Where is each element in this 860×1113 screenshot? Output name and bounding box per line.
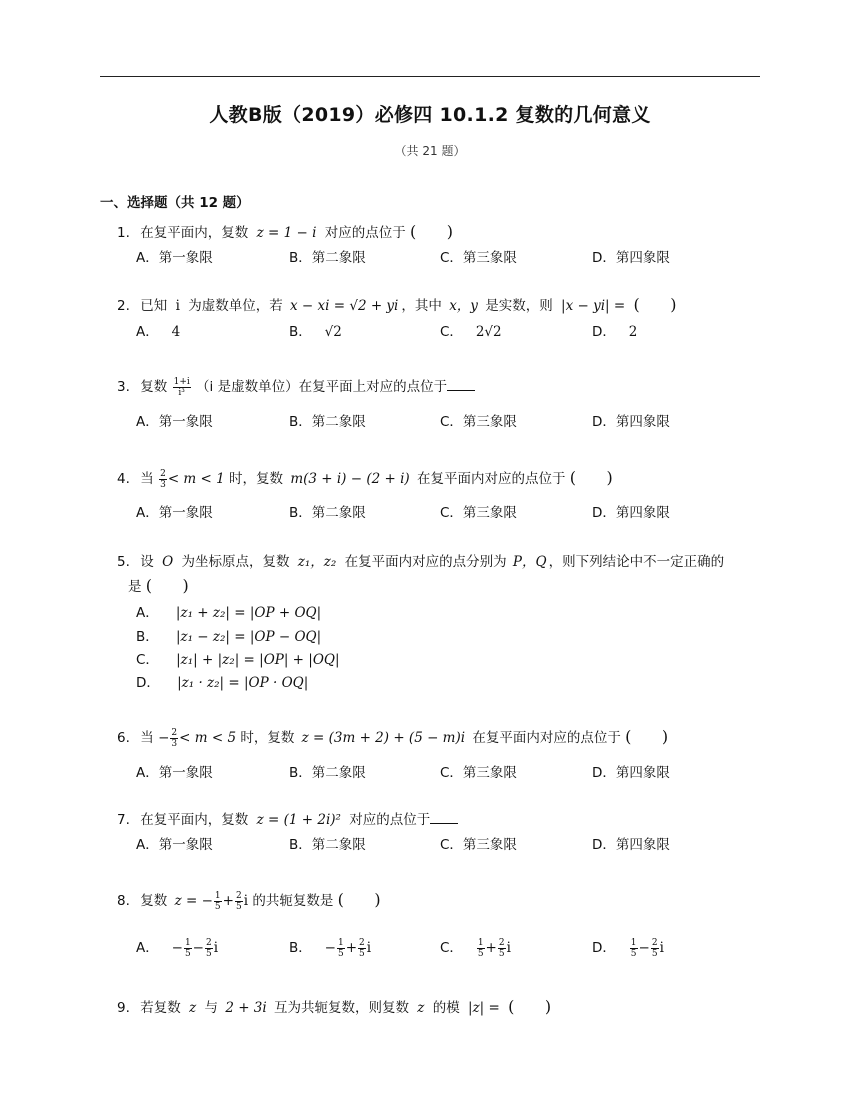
option-d: D．第四象限	[592, 837, 670, 853]
option-value: √2	[324, 324, 342, 340]
question-text: 对应的点位于	[324, 225, 406, 241]
condition: < m < 1	[167, 471, 225, 487]
imaginary-unit: i	[175, 298, 180, 314]
question-text: 互为共轭复数，则复数	[274, 1000, 409, 1016]
option-d: D． $\frac{1}{5}$ − $\frac{2}{5}$ i	[592, 937, 664, 959]
variables: x，y	[449, 298, 478, 314]
question-number: 4.	[117, 471, 130, 487]
question-5	[117, 550, 724, 570]
question-9	[117, 996, 551, 1016]
question-text: 时，复数	[229, 471, 284, 487]
option-c: C．第三象限	[440, 505, 517, 521]
option-c	[136, 648, 340, 668]
formula: m(3 + i) − (2 + i)	[290, 471, 410, 487]
question-text: 时，复数	[240, 730, 295, 746]
option-label: D．	[592, 940, 616, 956]
answer-paren: ( )	[508, 997, 552, 1016]
option-c	[440, 320, 502, 340]
variable: z	[189, 1000, 197, 1016]
option-b: B． − $\frac{1}{5}$ + $\frac{2}{5}$ i	[289, 937, 372, 959]
option-a: A．第一象限	[136, 414, 213, 430]
fraction: $\frac{2}{3}$	[171, 727, 178, 749]
option-formula: |z₁ − z₂| = |OP − OQ|	[175, 629, 322, 645]
question-text: （i 是虚数单位）在复平面上对应的点位于	[196, 379, 448, 395]
formula: z = (1 + 2i)²	[256, 812, 341, 828]
option-b: B．第二象限	[289, 414, 366, 430]
option-b: B．第二象限	[289, 505, 366, 521]
option-label: C．	[136, 652, 159, 668]
option-b: B．第二象限	[289, 765, 366, 781]
option-a	[136, 601, 321, 621]
answer-paren: ( )	[145, 576, 189, 595]
question-text: ，其中	[401, 298, 442, 314]
fraction: $\frac{2}{3}$	[160, 468, 166, 490]
question-text: 在复平面内，复数	[140, 812, 249, 828]
question-number: 5.	[117, 554, 130, 570]
question-text: 为虚数单位，若	[188, 298, 283, 314]
fraction: $\frac{2}{5}$	[235, 890, 242, 912]
option-b: B．第二象限	[289, 250, 366, 266]
question-text: ，则下列结论中不一定正确的	[548, 554, 725, 570]
option-value: 4	[171, 324, 181, 340]
answer-blank	[430, 811, 458, 824]
answer-paren: ( )	[633, 295, 677, 314]
option-d: D．第四象限	[592, 414, 670, 430]
question-text: 是实数，则	[485, 298, 553, 314]
points: P，Q	[512, 554, 547, 570]
question-number: 6.	[117, 730, 130, 746]
question-3	[117, 375, 475, 398]
question-number: 8.	[117, 893, 130, 909]
question-number: 7.	[117, 812, 130, 828]
option-label: C．	[440, 940, 463, 956]
option-a: A．第一象限	[136, 505, 213, 521]
question-text: 复数	[140, 893, 168, 909]
option-a	[136, 320, 180, 340]
question-7	[117, 808, 458, 828]
option-c: C．第三象限	[440, 765, 517, 781]
option-a: A． − $\frac{1}{5}$ − $\frac{2}{5}$ i	[136, 937, 219, 959]
question-text: 当	[140, 730, 154, 746]
header-rule	[100, 76, 760, 77]
question-text: 为坐标原点，复数	[181, 554, 290, 570]
formula: |z| =	[468, 1000, 500, 1016]
condition: < m < 5	[179, 730, 237, 746]
option-a: A．第一象限	[136, 250, 213, 266]
option-value: 2√2	[475, 324, 502, 340]
option-formula: |z₁ + z₂| = |OP + OQ|	[175, 605, 322, 621]
question-6	[117, 726, 668, 749]
option-label: A．	[136, 940, 159, 956]
option-value: 2	[628, 324, 638, 340]
question-text: 的共轭复数是	[252, 893, 334, 909]
question-number: 3.	[117, 379, 130, 395]
option-label: C．	[440, 324, 463, 340]
option-d	[592, 320, 637, 340]
formula: |x − yi| =	[561, 298, 626, 314]
answer-paren: ( )	[569, 468, 613, 487]
question-text: 的模	[432, 1000, 460, 1016]
origin-symbol: O	[162, 554, 174, 570]
option-d: D．第四象限	[592, 765, 670, 781]
variables: z₁，z₂	[297, 554, 337, 570]
formula: z = (3m + 2) + (5 − m)i	[301, 730, 466, 746]
option-label: A．	[136, 324, 159, 340]
option-label: D．	[592, 324, 616, 340]
option-a: A．第一象限	[136, 765, 213, 781]
option-d	[136, 671, 308, 691]
question-text: 若复数	[140, 1000, 181, 1016]
fraction: $\frac{1}{5}$	[214, 890, 221, 912]
formula: x − xi = √2 + yi	[290, 298, 399, 314]
question-8	[117, 889, 381, 912]
page-title: 人教B版（2019）必修四 10.1.2 复数的几何意义	[209, 104, 651, 126]
plus-sign: +	[222, 893, 234, 909]
option-a: A．第一象限	[136, 837, 213, 853]
answer-paren: ( )	[410, 222, 453, 241]
option-b: B．第二象限	[289, 837, 366, 853]
question-text: 在复平面内对应的点位于	[416, 471, 566, 487]
question-number: 9.	[117, 1000, 130, 1016]
option-label: B．	[136, 629, 159, 645]
option-c: C． $\frac{1}{5}$ + $\frac{2}{5}$ i	[440, 937, 511, 959]
question-text: 在复平面内对应的点位于	[472, 730, 621, 746]
question-text: 当	[140, 471, 154, 487]
formula: z = −	[174, 893, 213, 909]
imaginary-unit: i	[243, 893, 249, 909]
option-formula: |z₁ · z₂| = |OP · OQ|	[177, 675, 309, 691]
minus-sign: −	[158, 730, 170, 746]
question-text: 设	[140, 554, 154, 570]
option-d: D．第四象限	[592, 505, 670, 521]
question-text: 在复平面内，复数	[140, 225, 249, 241]
section-title: 一、选择题（共 12 题）	[100, 195, 250, 211]
variable: z	[417, 1000, 425, 1016]
formula: z = 1 − i	[256, 225, 317, 241]
question-5-line2	[128, 575, 189, 595]
answer-paren: ( )	[625, 727, 669, 746]
option-label: A．	[136, 605, 159, 621]
option-c: C．第三象限	[440, 837, 517, 853]
question-1	[117, 221, 453, 241]
option-formula: |z₁| + |z₂| = |OP| + |OQ|	[176, 652, 340, 668]
option-label: D．	[136, 675, 160, 691]
question-number: 1.	[117, 225, 130, 241]
answer-blank	[447, 378, 475, 391]
fraction: $\frac{1+i}{\text{i³}}$	[173, 376, 190, 398]
option-label: B．	[289, 324, 312, 340]
option-b	[289, 320, 342, 340]
question-4	[117, 467, 613, 490]
question-text: 与	[204, 1000, 219, 1016]
option-c: C．第三象限	[440, 414, 517, 430]
question-text: 对应的点位于	[349, 812, 431, 828]
option-label: B．	[289, 940, 312, 956]
question-text: 已知	[140, 298, 168, 314]
question-count: （共 21 题）	[394, 144, 466, 158]
question-text: 是	[128, 579, 142, 595]
question-text: 复数	[140, 379, 168, 395]
option-d: D．第四象限	[592, 250, 670, 266]
question-number: 2.	[117, 298, 130, 314]
option-b	[136, 625, 321, 645]
formula: 2 + 3i	[225, 1000, 267, 1016]
answer-paren: ( )	[337, 890, 381, 909]
question-2	[117, 294, 676, 314]
question-text: 在复平面内对应的点分别为	[344, 554, 507, 570]
option-c: C．第三象限	[440, 250, 517, 266]
